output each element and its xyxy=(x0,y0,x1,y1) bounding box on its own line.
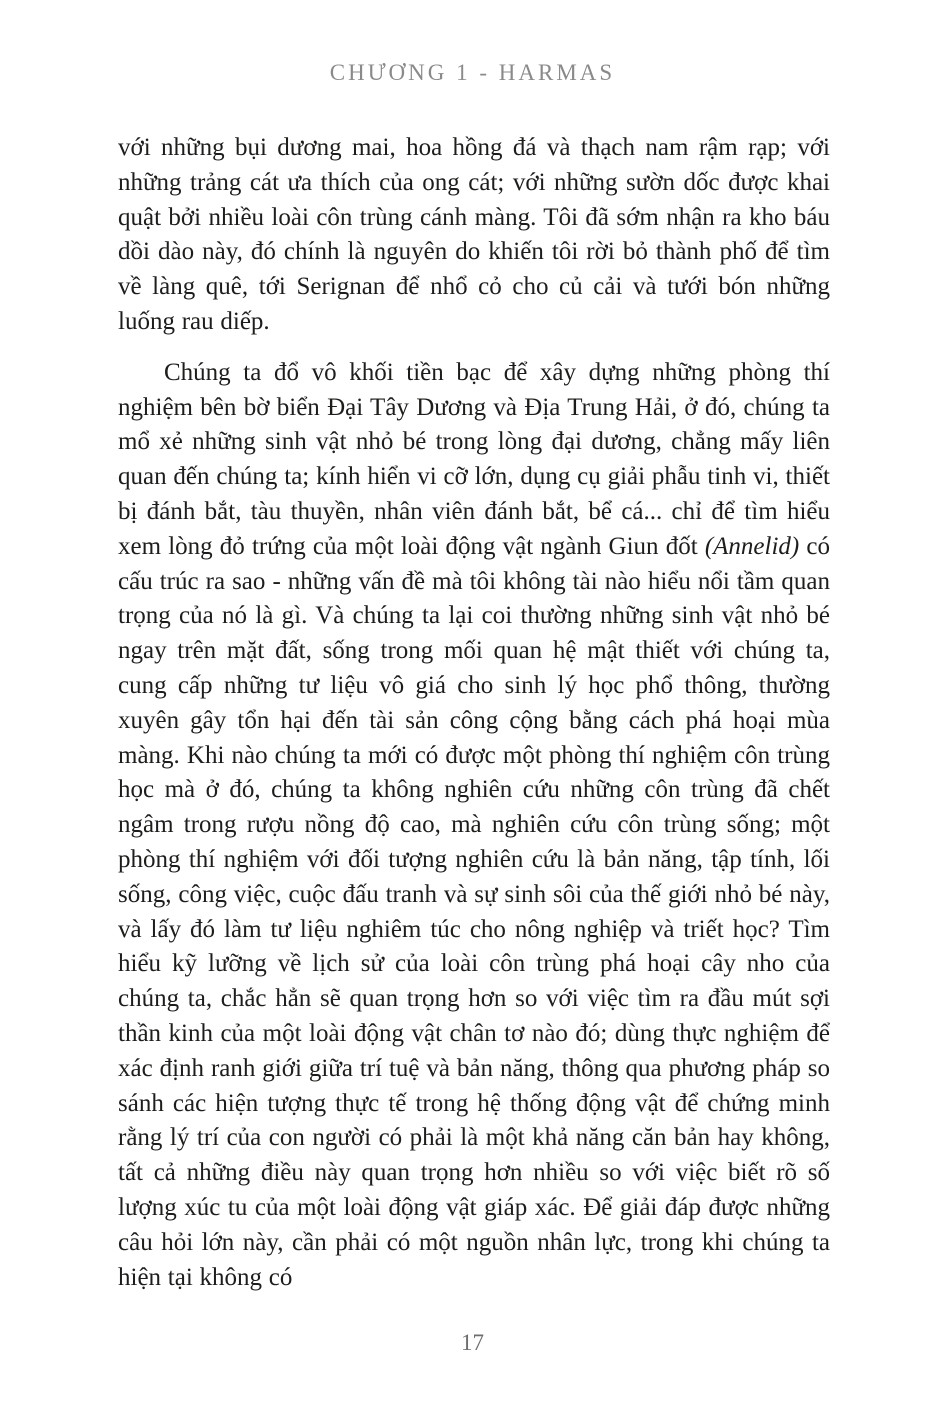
text-segment: với những bụi dương mai, hoa hồng đá và thạch nam rậm rạp; với những trảng cát ưa thích của ong cát; với những sườn dốc được khai quật bởi nhiều loài côn trùng cánh màng. Tôi đã sớm nhận ra kho báu dồi dào này, đó chính là nguyên do khiến tôi rời bỏ thành phố để tìm về làng quê, tới Serignan để nhổ cỏ cho củ cải và tưới bón những luống rau diếp. xyxy=(118,134,830,335)
page-number: 17 xyxy=(461,1330,484,1355)
text-segment: Chúng ta đổ vô khối tiền bạc để xây dựng những phòng thí nghiệm bên bờ biển Đại Tây Dương và Địa Trung Hải, ở đó, chúng ta mổ xẻ những sinh vật nhỏ bé trong lòng đại dương, chẳng mấy liên quan đến chúng ta; kính hiển vi cỡ lớn, dụng cụ giải phẫu tinh vi, thiết bị đánh bắt, tàu thuyền, nhân viên đánh bắt, bể cá... chỉ để tìm hiểu xem lòng đỏ trứng của một loài động vật ngành Giun đốt xyxy=(118,358,830,560)
running-header: CHƯƠNG 1 - HARMAS xyxy=(329,60,616,85)
text-segment: có cấu trúc ra sao - những vấn đề mà tôi không tài nào hiểu nổi tầm quan trọng của nó là gì. Và chúng ta lại coi thường những sinh vật nhỏ bé ngay trên mặt đất, sống trong mối quan hệ mật thiết với chúng ta, cung cấp những tư liệu vô giá cho sinh lý học phổ thông, thường xuyên gây tổn hại đến tài sản công cộng bằng cách phá hoại mùa màng. Khi nào chúng ta mới có được một phòng thí nghiệm côn trùng học mà ở đó, chúng ta không nghiên cứu những côn trùng đã chết ngâm trong rượu nồng độ cao, mà nghiên cứu côn trùng sống; một phòng thí nghiệm với đối tượng nghiên cứu là bản năng, tập tính, lối sống, công việc, cuộc đấu tranh và sự sinh sôi của thế giới nhỏ bé này, và lấy đó làm tư liệu nghiêm túc cho nông nghiệp và triết học? Tìm hiểu kỹ lưỡng về lịch sử của loài côn trùng phá hoại cây nho của chúng ta, chắc hẳn sẽ quan trọng hơn so với việc tìm ra đầu mút sợi thần kinh của một loài động vật chân tơ nào đó; dùng thực nghiệm để xác định ranh giới giữa trí tuệ và bản năng, thông qua phương pháp so sánh các hiện tượng thực tế trong hệ thống động vật để chứng minh rằng lý trí của con người có phải là một khả năng căn bản hay không, tất cả những điều này quan trọng hơn nhiều so với việc biết rõ số lượng xúc tu của một loài động vật giáp xác. Để giải đáp được những câu hỏi lớn này, cần phải có một nguồn nhân lực, trong khi chúng ta hiện tại không có xyxy=(118,532,830,1291)
paragraph xyxy=(118,131,830,340)
body-text xyxy=(118,131,830,1295)
paragraph xyxy=(118,356,830,1296)
species-name-italic: (Annelid) xyxy=(704,532,800,560)
